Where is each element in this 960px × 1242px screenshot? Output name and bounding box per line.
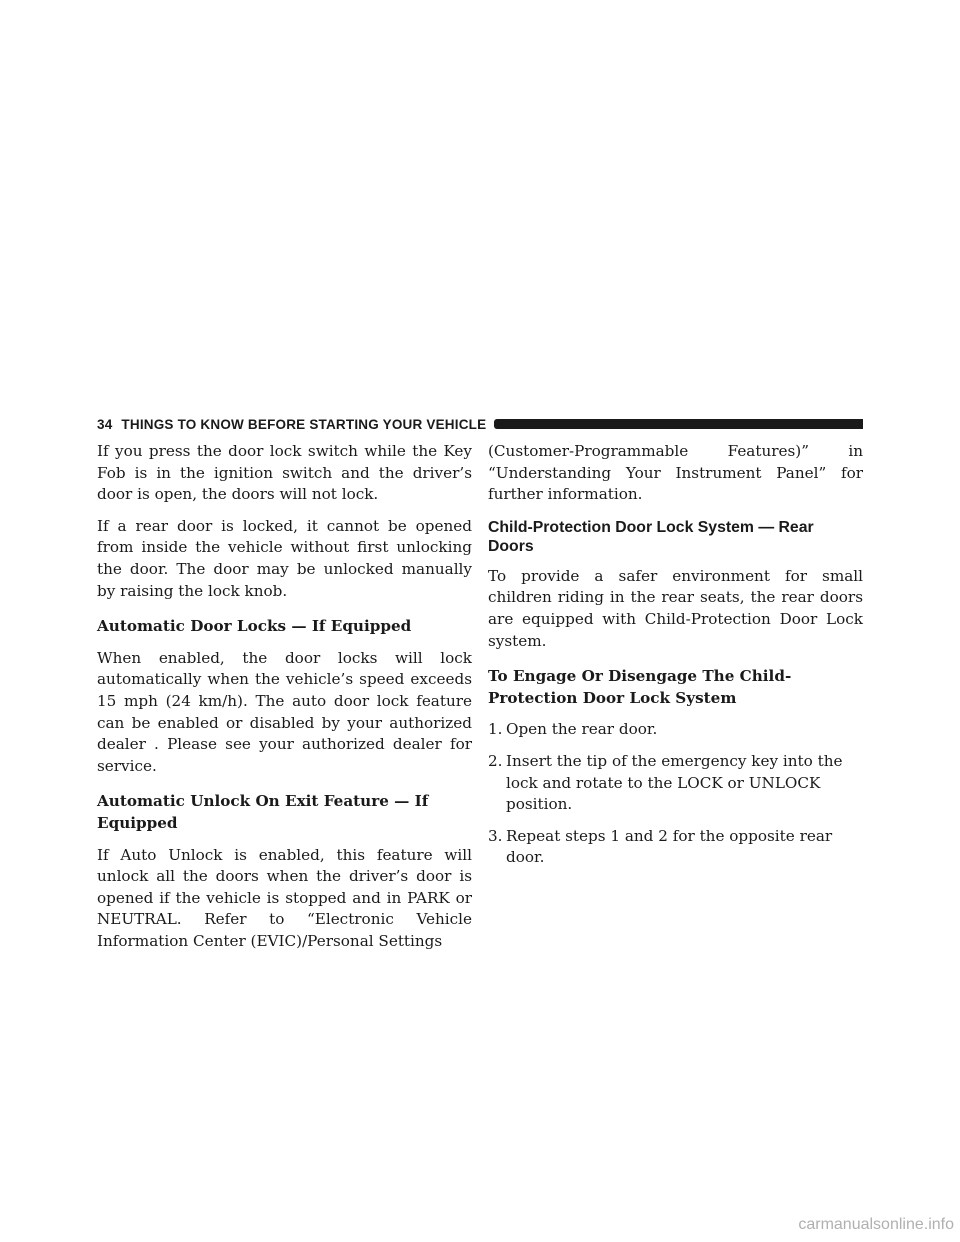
right-column bbox=[488, 441, 863, 879]
step-number: 1. bbox=[488, 720, 503, 739]
paragraph-auto-unlock: If Auto Unlock is enabled, this feature will unlock all the doors when the driver’s door is opened if the vehicle is stopped and in PARK or NEUTRAL. Refer to “Electronic Vehicle Information Center (EVIC)/Personal Settings bbox=[97, 845, 472, 950]
heading-automatic-door-locks: Automatic Door Locks — If Equipped bbox=[97, 617, 412, 636]
step-item bbox=[488, 719, 863, 741]
page-number: 34 bbox=[97, 416, 113, 432]
step-text: Repeat steps 1 and 2 for the opposite rear door. bbox=[506, 826, 833, 867]
header-rule bbox=[494, 419, 863, 429]
step-item bbox=[488, 751, 863, 816]
step-number: 3. bbox=[488, 826, 503, 845]
paragraph-continuation: (Customer-Programmable Features)” in “Understanding Your Instrument Panel” for further information. bbox=[488, 442, 863, 504]
step-text: Insert the tip of the emergency key into the lock and rotate to the LOCK or UNLOCK position. bbox=[506, 751, 843, 814]
section-title: THINGS TO KNOW BEFORE STARTING YOUR VEHICLE bbox=[121, 416, 487, 432]
paragraph-rear-door-locked: If a rear door is locked, it cannot be opened from inside the vehicle without first unlocking the door. The door may be unlocked manually by raising the lock knob. bbox=[97, 516, 472, 600]
watermark: carmanualsonline.info bbox=[798, 1216, 954, 1233]
step-item bbox=[488, 826, 863, 869]
step-text: Open the rear door. bbox=[506, 720, 658, 739]
page-header bbox=[97, 417, 863, 431]
left-column bbox=[97, 441, 472, 962]
paragraph-key-fob: If you press the door lock switch while the Key Fob is in the ignition switch and the driver’s door is open, the doors will not lock. bbox=[97, 442, 472, 504]
paragraph-child-protection: To provide a safer environment for small children riding in the rear seats, the rear doors are equipped with Child-Protection Door Lock system. bbox=[488, 566, 863, 650]
heading-child-protection: Child-Protection Door Lock System — Rear Doors bbox=[488, 518, 814, 555]
heading-auto-unlock: Automatic Unlock On Exit Feature — If Equipped bbox=[97, 792, 429, 832]
step-number: 2. bbox=[488, 751, 503, 770]
heading-engage-disengage: To Engage Or Disengage The Child-Protection Door Lock System bbox=[488, 667, 792, 707]
paragraph-auto-lock: When enabled, the door locks will lock automatically when the vehicle’s speed exceeds 15 mph (24 km/h). The auto door lock feature can be enabled or disabled by your authorized dealer . Please see your authorized dealer for service. bbox=[97, 648, 472, 775]
